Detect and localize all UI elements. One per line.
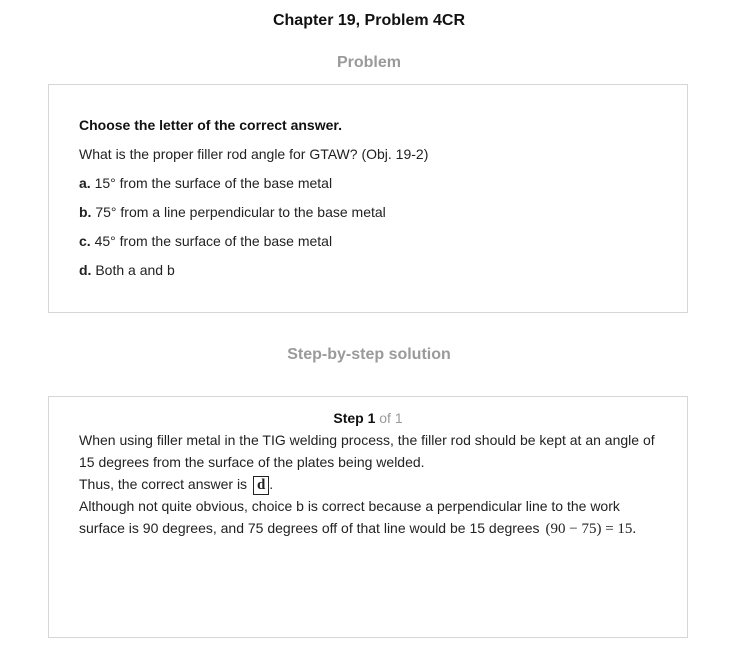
answer-suffix: . <box>269 476 274 492</box>
answer-prefix: Thus, the correct answer is <box>79 476 248 492</box>
problem-heading: Problem <box>336 54 401 71</box>
option-letter: c. <box>79 233 91 249</box>
option-letter: b. <box>79 204 92 220</box>
equation: (90 − 75) = 15. <box>545 521 637 537</box>
option-text: 15° from the surface of the base metal <box>94 175 333 191</box>
page-title: Chapter 19, Problem 4CR <box>272 12 466 29</box>
step-count: of 1 <box>379 410 403 426</box>
solution-heading: Step-by-step solution <box>287 346 451 363</box>
option-letter: a. <box>79 175 91 191</box>
explanation-text: Although not quite obvious, choice b is correct because a perpendicular line to the work surface is 90 degrees, and 75 degrees off of that line would be 15 degrees <box>79 498 620 536</box>
problem-question: What is the proper filler rod angle for GTAW? (Obj. 19-2) <box>79 146 429 162</box>
problem-instruction: Choose the letter of the correct answer. <box>79 117 342 133</box>
option-text: 75° from a line perpendicular to the base metal <box>95 204 386 220</box>
problem-card <box>48 84 688 313</box>
option-b <box>79 201 657 223</box>
option-d <box>79 259 657 281</box>
option-text: Both a and b <box>95 262 175 278</box>
answer-box: d <box>253 476 269 495</box>
step-label: Step 1 <box>333 410 376 426</box>
solution-paragraph: When using filler metal in the TIG welding process, the filler rod should be kept at an angle of 15 degrees from the surface of the plates being welded. <box>79 432 655 470</box>
answer-line <box>79 473 657 495</box>
option-text: 45° from the surface of the base metal <box>94 233 333 249</box>
option-c <box>79 230 657 252</box>
step-header <box>79 407 657 429</box>
explanation-paragraph <box>79 495 657 540</box>
option-a <box>79 172 657 194</box>
option-letter: d. <box>79 262 92 278</box>
solution-card <box>48 396 688 638</box>
